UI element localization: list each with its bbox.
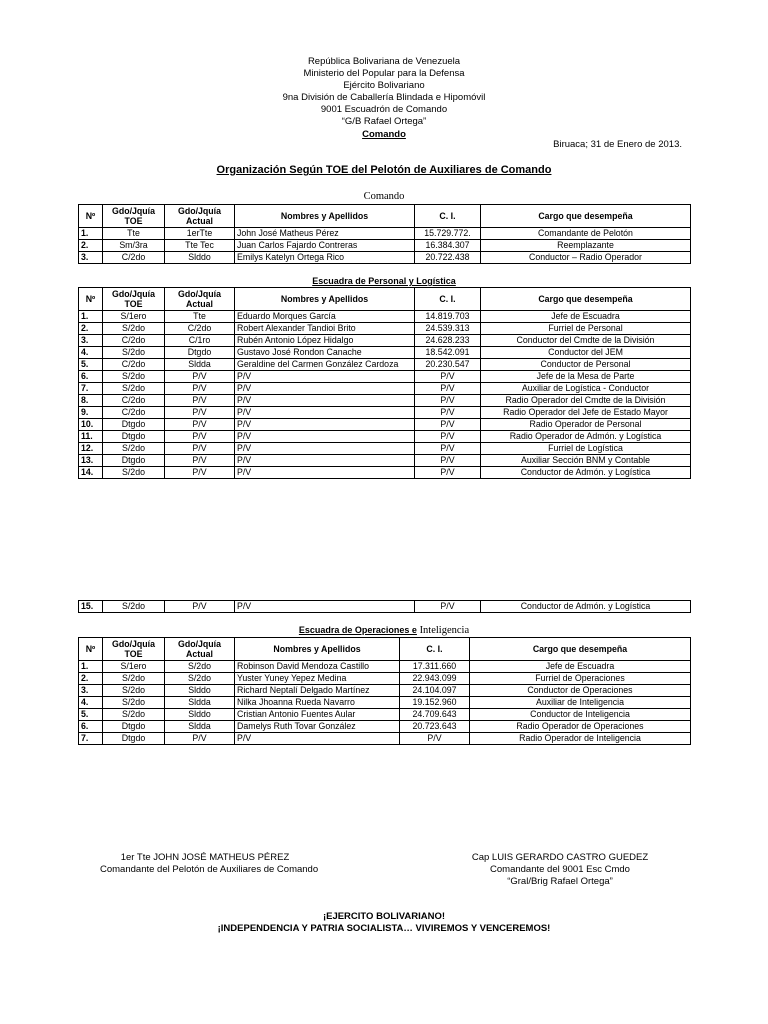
- cell-actual: Dtgdo: [165, 347, 235, 359]
- cell-n: 1.: [79, 311, 103, 323]
- cell-actual: P/V: [165, 601, 235, 613]
- cell-ci: 18.542.091: [415, 347, 481, 359]
- table-operaciones-inteligencia: [78, 637, 691, 745]
- cell-toe: S/2do: [103, 323, 165, 335]
- table-row: [79, 601, 691, 613]
- cell-cargo: Conductor de Operaciones: [470, 685, 691, 697]
- table-row: [79, 407, 691, 419]
- cell-actual: P/V: [165, 383, 235, 395]
- cell-toe: C/2do: [103, 407, 165, 419]
- cell-n: 11.: [79, 431, 103, 443]
- cell-ci: P/V: [415, 431, 481, 443]
- cell-actual: P/V: [165, 431, 235, 443]
- table-row: [79, 395, 691, 407]
- cell-actual: Slddo: [165, 685, 235, 697]
- header-row: [79, 288, 691, 311]
- cell-ci: P/V: [415, 371, 481, 383]
- column-header: Nombres y Apellidos: [235, 205, 415, 228]
- signature-name: 1er Tte JOHN JOSÉ MATHEUS PÉREZ: [120, 852, 290, 863]
- column-header: Nº: [79, 288, 103, 311]
- cell-toe: S/2do: [103, 709, 165, 721]
- column-header: Nombres y Apellidos: [235, 638, 400, 661]
- table-row: [79, 311, 691, 323]
- cell-name: Nilka Jhoanna Rueda Navarro: [235, 697, 400, 709]
- cell-cargo: Comandante de Pelotón: [481, 228, 691, 240]
- cell-ci: 24.628.233: [415, 335, 481, 347]
- cell-actual: Slddo: [165, 252, 235, 264]
- signature-right: [470, 852, 650, 888]
- header-row: [79, 638, 691, 661]
- cell-ci: 16.384.307: [415, 240, 481, 252]
- table-row: [79, 721, 691, 733]
- cell-name: P/V: [235, 601, 415, 613]
- cell-toe: C/2do: [103, 359, 165, 371]
- column-header: Gdo/Jquía TOE: [103, 205, 165, 228]
- table-row: [79, 697, 691, 709]
- cell-name: Cristian Antonio Fuentes Aular: [235, 709, 400, 721]
- cell-name: P/V: [235, 431, 415, 443]
- column-header: Nombres y Apellidos: [235, 288, 415, 311]
- table-row: [79, 323, 691, 335]
- cell-name: Robinson David Mendoza Castillo: [235, 661, 400, 673]
- cell-name: Eduardo Morques García: [235, 311, 415, 323]
- cell-cargo: Radio Operador de Operaciones: [470, 721, 691, 733]
- cell-n: 6.: [79, 371, 103, 383]
- table-row: [79, 228, 691, 240]
- document-title: Organización Según TOE del Pelotón de Auxiliares de Comando: [216, 164, 552, 176]
- table-personal-logistica-continued: [78, 600, 691, 613]
- cell-toe: S/1ero: [103, 311, 165, 323]
- cell-actual: 1erTte: [165, 228, 235, 240]
- cell-n: 4.: [79, 697, 103, 709]
- cell-toe: S/2do: [103, 443, 165, 455]
- column-header: Cargo que desempeña: [481, 288, 691, 311]
- cell-ci: P/V: [415, 395, 481, 407]
- cell-actual: C/2do: [165, 323, 235, 335]
- cell-ci: P/V: [415, 601, 481, 613]
- cell-actual: Tte Tec: [165, 240, 235, 252]
- cell-ci: 20.722.438: [415, 252, 481, 264]
- cell-toe: S/2do: [103, 467, 165, 479]
- table-row: [79, 335, 691, 347]
- cell-n: 12.: [79, 443, 103, 455]
- table-header: [79, 638, 691, 661]
- table-row: [79, 252, 691, 264]
- cell-toe: S/2do: [103, 673, 165, 685]
- table-row: [79, 443, 691, 455]
- cell-toe: S/2do: [103, 601, 165, 613]
- table-row: [79, 371, 691, 383]
- cell-cargo: Conductor – Radio Operador: [481, 252, 691, 264]
- section-caption-text: Inteligencia: [416, 625, 470, 636]
- cell-name: P/V: [235, 467, 415, 479]
- table-row: [79, 240, 691, 252]
- column-header: C. I.: [415, 205, 481, 228]
- section-caption-operaciones: [0, 625, 768, 636]
- cell-actual: P/V: [165, 467, 235, 479]
- letterhead-line: 9na División de Caballería Blindada e Hipomóvil: [282, 92, 486, 104]
- cell-cargo: Auxiliar de Inteligencia: [470, 697, 691, 709]
- cell-n: 8.: [79, 395, 103, 407]
- cell-n: 5.: [79, 709, 103, 721]
- cell-cargo: Radio Operador de Inteligencia: [470, 733, 691, 745]
- column-header: Gdo/Jquía Actual: [165, 288, 235, 311]
- cell-ci: 14.819.703: [415, 311, 481, 323]
- letterhead-line: República Bolivariana de Venezuela: [307, 56, 461, 67]
- table-row: [79, 455, 691, 467]
- cell-actual: Sldda: [165, 697, 235, 709]
- cell-toe: S/2do: [103, 347, 165, 359]
- cell-ci: 24.104.097: [400, 685, 470, 697]
- cell-actual: S/2do: [165, 673, 235, 685]
- cell-actual: P/V: [165, 395, 235, 407]
- cell-toe: S/1ero: [103, 661, 165, 673]
- cell-cargo: Jefe de Escuadra: [470, 661, 691, 673]
- cell-actual: P/V: [165, 733, 235, 745]
- cell-ci: 24.709.643: [400, 709, 470, 721]
- cell-cargo: Radio Operador del Cmdte de la División: [481, 395, 691, 407]
- cell-name: Rubén Antonio López Hidalgo: [235, 335, 415, 347]
- column-header: Gdo/Jquía TOE: [103, 638, 165, 661]
- signature-name: Cap LUIS GERARDO CASTRO GUEDEZ: [471, 852, 649, 863]
- cell-cargo: Conductor de Admón. y Logística: [481, 467, 691, 479]
- cell-cargo: Auxiliar de Logística - Conductor: [481, 383, 691, 395]
- document-date: Biruaca; 31 de Enero de 2013.: [553, 139, 682, 150]
- column-header: Gdo/Jquía Actual: [165, 205, 235, 228]
- cell-ci: P/V: [415, 443, 481, 455]
- cell-ci: P/V: [415, 455, 481, 467]
- header-row: [79, 205, 691, 228]
- cell-name: P/V: [235, 419, 415, 431]
- cell-n: 15.: [79, 601, 103, 613]
- cell-name: Richard Neptalí Delgado Martínez: [235, 685, 400, 697]
- cell-name: Emilys Katelyn Ortega Rico: [235, 252, 415, 264]
- letterhead: [0, 56, 768, 141]
- cell-actual: P/V: [165, 443, 235, 455]
- cell-n: 2.: [79, 673, 103, 685]
- cell-actual: Sldda: [165, 721, 235, 733]
- cell-cargo: Auxiliar Sección BNM y Contable: [481, 455, 691, 467]
- table-row: [79, 431, 691, 443]
- section-caption-personal: [0, 276, 768, 286]
- section-caption-text: Escuadra de Personal y Logística: [312, 276, 456, 286]
- cell-actual: P/V: [165, 371, 235, 383]
- table-row: [79, 685, 691, 697]
- cell-n: 1.: [79, 228, 103, 240]
- cell-cargo: Jefe de la Mesa de Parte: [481, 371, 691, 383]
- cell-name: P/V: [235, 733, 400, 745]
- cell-n: 14.: [79, 467, 103, 479]
- cell-toe: S/2do: [103, 697, 165, 709]
- motto-line: ¡EJERCITO BOLIVARIANO!: [322, 911, 446, 922]
- table-row: [79, 733, 691, 745]
- signature-title: Comandante del Pelotón de Auxiliares de Comando: [100, 864, 319, 875]
- cell-actual: S/2do: [165, 661, 235, 673]
- table-row: [79, 709, 691, 721]
- cell-toe: C/2do: [103, 335, 165, 347]
- table-header: [79, 288, 691, 311]
- letterhead-line: Ministerio del Popular para la Defensa: [303, 68, 465, 80]
- cell-n: 9.: [79, 407, 103, 419]
- signature-left: [100, 852, 319, 876]
- table-row: [79, 347, 691, 359]
- cell-toe: Dtgdo: [103, 419, 165, 431]
- column-header: Nº: [79, 205, 103, 228]
- cell-n: 10.: [79, 419, 103, 431]
- column-header: Cargo que desempeña: [470, 638, 691, 661]
- cell-cargo: Radio Operador de Admón. y Logística: [481, 431, 691, 443]
- cell-actual: P/V: [165, 419, 235, 431]
- cell-ci: 17.311.660: [400, 661, 470, 673]
- cell-n: 5.: [79, 359, 103, 371]
- section-caption-comando: Comando: [363, 191, 405, 202]
- cell-ci: P/V: [415, 419, 481, 431]
- cell-actual: P/V: [165, 455, 235, 467]
- cell-toe: Dtgdo: [103, 721, 165, 733]
- cell-cargo: Furriel de Logística: [481, 443, 691, 455]
- cell-n: 3.: [79, 252, 103, 264]
- cell-toe: C/2do: [103, 395, 165, 407]
- column-header: C. I.: [415, 288, 481, 311]
- letterhead-line: “G/B Rafael Ortega”: [341, 116, 427, 128]
- cell-toe: S/2do: [103, 685, 165, 697]
- cell-toe: Tte: [103, 228, 165, 240]
- cell-n: 3.: [79, 335, 103, 347]
- cell-ci: 15.729.772.: [415, 228, 481, 240]
- table-comando: [78, 204, 691, 264]
- cell-toe: Dtgdo: [103, 733, 165, 745]
- cell-name: Yuster Yuney Yepez Medina: [235, 673, 400, 685]
- cell-n: 4.: [79, 347, 103, 359]
- table-row: [79, 661, 691, 673]
- letterhead-line: 9001 Escuadrón de Comando: [320, 104, 448, 116]
- cell-name: John José Matheus Pérez: [235, 228, 415, 240]
- cell-actual: Slddo: [165, 709, 235, 721]
- table-header: [79, 205, 691, 228]
- table-personal-logistica: [78, 287, 691, 479]
- cell-cargo: Conductor del JEM: [481, 347, 691, 359]
- cell-actual: C/1ro: [165, 335, 235, 347]
- cell-ci: P/V: [415, 467, 481, 479]
- cell-ci: P/V: [400, 733, 470, 745]
- cell-n: 2.: [79, 323, 103, 335]
- letterhead-line: Ejército Bolivariano: [343, 80, 425, 92]
- cell-ci: 19.152.960: [400, 697, 470, 709]
- cell-toe: Dtgdo: [103, 455, 165, 467]
- cell-name: P/V: [235, 383, 415, 395]
- cell-actual: Tte: [165, 311, 235, 323]
- cell-toe: S/2do: [103, 383, 165, 395]
- closing-motto: [0, 911, 768, 935]
- letterhead-unit: Comando: [362, 128, 406, 140]
- cell-n: 1.: [79, 661, 103, 673]
- cell-cargo: Conductor de Admón. y Logística: [481, 601, 691, 613]
- column-header: C. I.: [400, 638, 470, 661]
- cell-cargo: Jefe de Escuadra: [481, 311, 691, 323]
- cell-toe: C/2do: [103, 252, 165, 264]
- table-row: [79, 419, 691, 431]
- cell-cargo: Furriel de Operaciones: [470, 673, 691, 685]
- cell-actual: P/V: [165, 407, 235, 419]
- cell-name: Damelys Ruth Tovar González: [235, 721, 400, 733]
- table-row: [79, 359, 691, 371]
- table-row: [79, 467, 691, 479]
- cell-n: 13.: [79, 455, 103, 467]
- cell-name: Gustavo José Rondon Canache: [235, 347, 415, 359]
- cell-name: Geraldine del Carmen González Cardoza: [235, 359, 415, 371]
- cell-name: P/V: [235, 371, 415, 383]
- cell-name: P/V: [235, 395, 415, 407]
- cell-n: 7.: [79, 733, 103, 745]
- table-row: [79, 673, 691, 685]
- cell-toe: Sm/3ra: [103, 240, 165, 252]
- cell-ci: 24.539.313: [415, 323, 481, 335]
- cell-ci: 20.230.547: [415, 359, 481, 371]
- cell-cargo: Radio Operador del Jefe de Estado Mayor: [481, 407, 691, 419]
- signature-title: Comandante del 9001 Esc Cmdo: [490, 864, 630, 875]
- cell-name: Juan Carlos Fajardo Contreras: [235, 240, 415, 252]
- cell-n: 2.: [79, 240, 103, 252]
- cell-actual: Sldda: [165, 359, 235, 371]
- cell-name: P/V: [235, 407, 415, 419]
- cell-toe: Dtgdo: [103, 431, 165, 443]
- cell-cargo: Radio Operador de Personal: [481, 419, 691, 431]
- cell-cargo: Conductor de Personal: [481, 359, 691, 371]
- table-row: [79, 383, 691, 395]
- cell-n: 3.: [79, 685, 103, 697]
- cell-ci: P/V: [415, 383, 481, 395]
- section-caption-text: Escuadra de Operaciones e: [298, 625, 417, 635]
- cell-name: P/V: [235, 443, 415, 455]
- column-header: Gdo/Jquía TOE: [103, 288, 165, 311]
- column-header: Nº: [79, 638, 103, 661]
- cell-cargo: Conductor de Inteligencia: [470, 709, 691, 721]
- column-header: Gdo/Jquía Actual: [165, 638, 235, 661]
- cell-ci: P/V: [415, 407, 481, 419]
- cell-cargo: Furriel de Personal: [481, 323, 691, 335]
- cell-cargo: Reemplazante: [481, 240, 691, 252]
- cell-cargo: Conductor del Cmdte de la División: [481, 335, 691, 347]
- cell-toe: S/2do: [103, 371, 165, 383]
- cell-ci: 22.943.099: [400, 673, 470, 685]
- cell-n: 6.: [79, 721, 103, 733]
- cell-name: P/V: [235, 455, 415, 467]
- column-header: Cargo que desempeña: [481, 205, 691, 228]
- cell-ci: 20.723.643: [400, 721, 470, 733]
- motto-line: ¡INDEPENDENCIA Y PATRIA SOCIALISTA… VIVIREMOS Y VENCEREMOS!: [217, 923, 551, 934]
- signature-unit: “Gral/Brig Rafael Ortega”: [507, 876, 613, 887]
- cell-n: 7.: [79, 383, 103, 395]
- cell-name: Robert Alexander Tandioi Brito: [235, 323, 415, 335]
